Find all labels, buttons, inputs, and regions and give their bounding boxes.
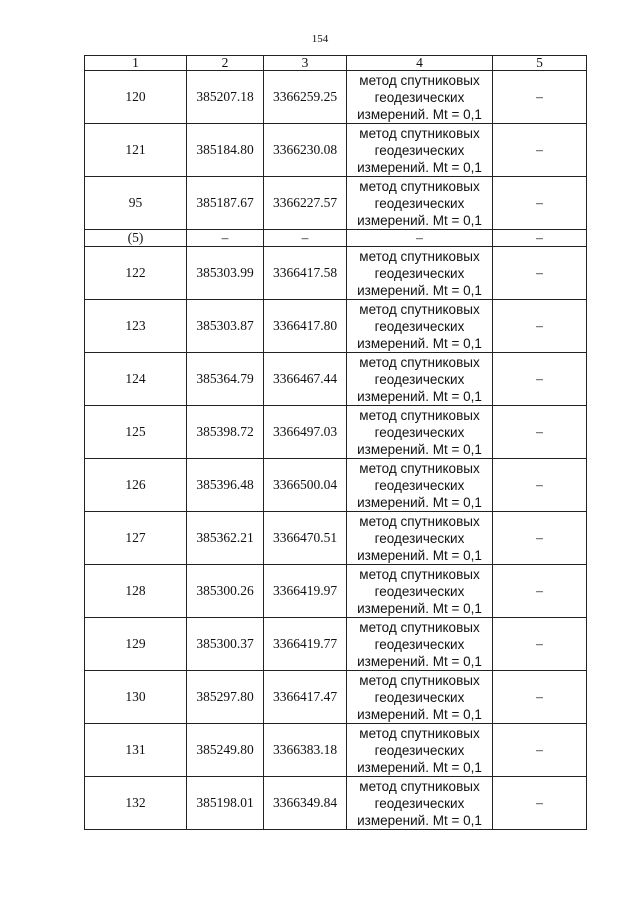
point-cell: 122: [85, 247, 187, 300]
x-coordinate-cell: 385207.18: [187, 71, 264, 124]
note-cell: –: [493, 406, 587, 459]
point-cell: 121: [85, 124, 187, 177]
page-number: 154: [311, 33, 329, 45]
table-row: [85, 124, 587, 177]
method-cell: метод спутниковых геодезических измерений. Mt = 0,1: [347, 459, 493, 512]
y-coordinate-cell: 3366419.97: [264, 565, 347, 618]
x-coordinate-cell: 385297.80: [187, 671, 264, 724]
x-coordinate-cell: 385396.48: [187, 459, 264, 512]
note-cell: –: [493, 512, 587, 565]
method-cell: метод спутниковых геодезических измерений. Mt = 0,1: [347, 565, 493, 618]
x-coordinate-cell: 385303.87: [187, 300, 264, 353]
table-row: [85, 618, 587, 671]
y-coordinate-cell: 3366417.58: [264, 247, 347, 300]
header-col-1: 1: [85, 56, 187, 71]
header-col-4: 4: [347, 56, 493, 71]
y-coordinate-cell: 3366383.18: [264, 724, 347, 777]
note-cell: –: [493, 618, 587, 671]
header-col-2: 2: [187, 56, 264, 71]
note-cell: –: [493, 565, 587, 618]
table-row: [85, 459, 587, 512]
note-cell: –: [493, 777, 587, 830]
point-cell: 132: [85, 777, 187, 830]
table-row: [85, 353, 587, 406]
method-cell: метод спутниковых геодезических измерений. Mt = 0,1: [347, 71, 493, 124]
table-row: [85, 671, 587, 724]
y-coordinate-cell: 3366417.80: [264, 300, 347, 353]
point-cell: 95: [85, 177, 187, 230]
point-cell: 120: [85, 71, 187, 124]
method-cell: метод спутниковых геодезических измерений. Mt = 0,1: [347, 177, 493, 230]
x-coordinate-cell: 385300.37: [187, 618, 264, 671]
point-cell: 123: [85, 300, 187, 353]
table-row: [85, 724, 587, 777]
note-cell: –: [493, 724, 587, 777]
point-cell: 128: [85, 565, 187, 618]
table-row: [85, 300, 587, 353]
note-cell: –: [493, 300, 587, 353]
method-cell: метод спутниковых геодезических измерений. Mt = 0,1: [347, 124, 493, 177]
point-cell: 125: [85, 406, 187, 459]
y-coordinate-cell: 3366417.47: [264, 671, 347, 724]
point-cell: 131: [85, 724, 187, 777]
method-cell: метод спутниковых геодезических измерений. Mt = 0,1: [347, 618, 493, 671]
x-coordinate-cell: 385187.67: [187, 177, 264, 230]
table-row: [85, 177, 587, 230]
y-coordinate-cell: 3366230.08: [264, 124, 347, 177]
method-cell: –: [347, 230, 493, 247]
table-row: [85, 406, 587, 459]
coordinates-table: [84, 55, 587, 830]
note-cell: –: [493, 124, 587, 177]
table-row: [85, 512, 587, 565]
table-row: [85, 777, 587, 830]
x-coordinate-cell: 385198.01: [187, 777, 264, 830]
x-coordinate-cell: 385398.72: [187, 406, 264, 459]
method-cell: метод спутниковых геодезических измерений. Mt = 0,1: [347, 512, 493, 565]
x-coordinate-cell: 385184.80: [187, 124, 264, 177]
table-row: [85, 230, 587, 247]
note-cell: –: [493, 71, 587, 124]
method-cell: метод спутниковых геодезических измерений. Mt = 0,1: [347, 777, 493, 830]
method-cell: метод спутниковых геодезических измерений. Mt = 0,1: [347, 406, 493, 459]
method-cell: метод спутниковых геодезических измерений. Mt = 0,1: [347, 247, 493, 300]
point-cell: 124: [85, 353, 187, 406]
x-coordinate-cell: 385303.99: [187, 247, 264, 300]
header-col-3: 3: [264, 56, 347, 71]
y-coordinate-cell: 3366349.84: [264, 777, 347, 830]
x-coordinate-cell: 385300.26: [187, 565, 264, 618]
y-coordinate-cell: 3366419.77: [264, 618, 347, 671]
note-cell: –: [493, 247, 587, 300]
point-cell: 127: [85, 512, 187, 565]
y-coordinate-cell: –: [264, 230, 347, 247]
y-coordinate-cell: 3366227.57: [264, 177, 347, 230]
y-coordinate-cell: 3366500.04: [264, 459, 347, 512]
method-cell: метод спутниковых геодезических измерений. Mt = 0,1: [347, 724, 493, 777]
x-coordinate-cell: 385249.80: [187, 724, 264, 777]
point-cell: 130: [85, 671, 187, 724]
table-body: [85, 71, 587, 830]
table-row: [85, 565, 587, 618]
note-cell: –: [493, 459, 587, 512]
table-row: [85, 247, 587, 300]
point-cell: (5): [85, 230, 187, 247]
method-cell: метод спутниковых геодезических измерений. Mt = 0,1: [347, 300, 493, 353]
y-coordinate-cell: 3366497.03: [264, 406, 347, 459]
point-cell: 126: [85, 459, 187, 512]
note-cell: –: [493, 671, 587, 724]
note-cell: –: [493, 353, 587, 406]
x-coordinate-cell: 385364.79: [187, 353, 264, 406]
header-row: [85, 56, 587, 71]
table-row: [85, 71, 587, 124]
y-coordinate-cell: 3366470.51: [264, 512, 347, 565]
x-coordinate-cell: –: [187, 230, 264, 247]
y-coordinate-cell: 3366259.25: [264, 71, 347, 124]
note-cell: –: [493, 230, 587, 247]
method-cell: метод спутниковых геодезических измерений. Mt = 0,1: [347, 353, 493, 406]
point-cell: 129: [85, 618, 187, 671]
y-coordinate-cell: 3366467.44: [264, 353, 347, 406]
header-col-5: 5: [493, 56, 587, 71]
x-coordinate-cell: 385362.21: [187, 512, 264, 565]
method-cell: метод спутниковых геодезических измерений. Mt = 0,1: [347, 671, 493, 724]
note-cell: –: [493, 177, 587, 230]
